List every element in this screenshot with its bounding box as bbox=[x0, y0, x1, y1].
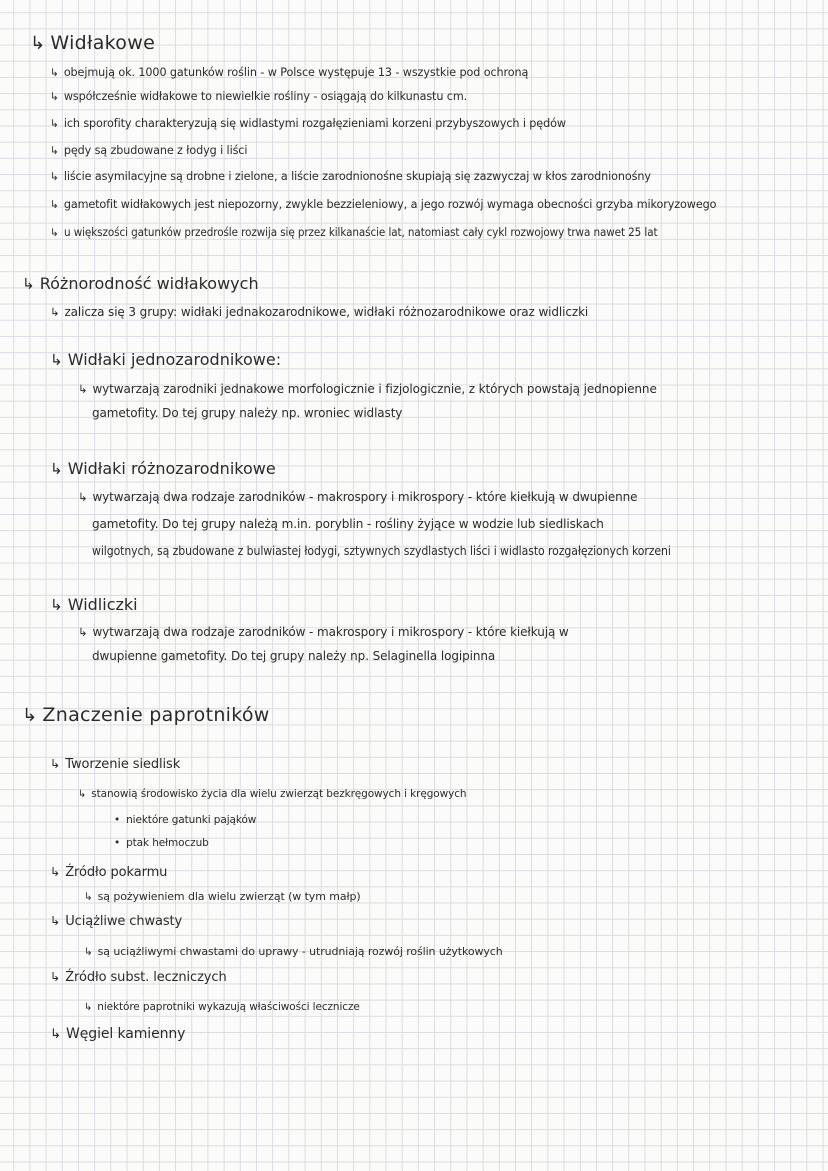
section-intro bbox=[50, 306, 588, 318]
group-text: wytwarzają zarodniki jednakowe morfologicznie i fizjologicznie, z których powstają jednopienne bbox=[92, 382, 657, 396]
group-heading bbox=[50, 461, 276, 477]
item-text: obejmują ok. 1000 gatunków roślin - w Polsce występuje 13 - wszystkie pod ochroną bbox=[63, 66, 529, 79]
section-heading-roznorodnosc bbox=[22, 276, 259, 292]
item-text: ich sporofity charakteryzują się widlastymi rozgałęzieniami korzeni przybyszowych i pędów bbox=[63, 117, 566, 130]
group-text: wilgotnych, są zbudowane z bulwiastej łodygi, sztywnych szydlastych liści i widlasto rozgałęzionych korzeni bbox=[92, 544, 671, 558]
arrow-icon: ↳ bbox=[50, 351, 63, 369]
arrow-icon: ↳ bbox=[30, 33, 46, 54]
group-text: wytwarzają dwa rodzaje zarodników - makrospory i mikrospory - które kiełkują w bbox=[92, 625, 569, 639]
arrow-icon: ↳ bbox=[84, 1002, 93, 1013]
group-text-line bbox=[92, 650, 495, 662]
arrow-icon: ↳ bbox=[22, 705, 38, 726]
group-text-line bbox=[78, 383, 657, 395]
bullet-item bbox=[114, 815, 256, 826]
group-title: Widłaki różnozarodnikowe bbox=[67, 459, 276, 478]
arrow-icon: ↳ bbox=[50, 1027, 62, 1042]
section-heading-widlakowe bbox=[30, 34, 155, 53]
section-title: Różnorodność widłakowych bbox=[39, 274, 259, 293]
group-text-line bbox=[92, 545, 728, 557]
arrow-icon: ↳ bbox=[50, 865, 61, 879]
topic-heading bbox=[50, 971, 227, 984]
topic-title: Węgiel kamienny bbox=[66, 1026, 186, 1042]
topic-detail bbox=[84, 946, 503, 957]
list-item bbox=[50, 91, 467, 103]
arrow-icon: ↳ bbox=[50, 226, 59, 239]
topic-heading bbox=[50, 758, 180, 771]
topic-title: Uciążliwe chwasty bbox=[65, 914, 183, 929]
group-title: Widłaki jednozarodnikowe: bbox=[67, 350, 282, 369]
group-text-line bbox=[92, 407, 402, 419]
arrow-icon: ↳ bbox=[50, 460, 63, 478]
group-text-line bbox=[78, 626, 569, 638]
arrow-icon: ↳ bbox=[78, 789, 87, 800]
topic-title: Tworzenie siedlisk bbox=[65, 757, 181, 772]
list-item bbox=[50, 67, 528, 79]
arrow-icon: ↳ bbox=[78, 625, 88, 639]
topic-title: Źródło subst. leczniczych bbox=[65, 970, 227, 985]
item-text: u większości gatunków przedrośle rozwija się przez kilkanaście lat, natomiast cały cykl rozwojowy trwa nawet 25 lat bbox=[63, 226, 658, 239]
arrow-icon: ↳ bbox=[78, 382, 88, 396]
group-heading bbox=[50, 352, 281, 368]
group-text-line bbox=[92, 518, 604, 530]
detail-text: są uciążliwymi chwastami do uprawy - utrudniają rozwój roślin użytkowych bbox=[97, 945, 503, 958]
arrow-icon: ↳ bbox=[50, 757, 61, 771]
bullet-item bbox=[114, 838, 209, 849]
arrow-icon: ↳ bbox=[84, 946, 93, 958]
arrow-icon: ↳ bbox=[50, 117, 59, 130]
list-item bbox=[50, 199, 716, 211]
detail-text: są pożywieniem dla wielu zwierząt (w tym małp) bbox=[97, 890, 361, 903]
topic-detail bbox=[78, 789, 466, 800]
topic-heading bbox=[50, 915, 182, 928]
group-heading bbox=[50, 597, 138, 613]
bullet-icon: • bbox=[114, 837, 121, 849]
group-text: dwupienne gametofity. Do tej grupy należy np. Selaginella logipinna bbox=[92, 649, 496, 663]
list-item bbox=[50, 227, 702, 239]
group-title: Widliczki bbox=[67, 595, 138, 614]
detail-text: stanowią środowisko życia dla wielu zwierząt bezkręgowych i kręgowych bbox=[91, 788, 467, 800]
arrow-icon: ↳ bbox=[50, 305, 60, 319]
item-text: pędy są zbudowane z łodyg i liści bbox=[63, 144, 248, 157]
section-heading-znaczenie bbox=[22, 706, 270, 725]
topic-detail bbox=[84, 1002, 360, 1013]
list-item bbox=[50, 145, 247, 157]
bullet-icon: • bbox=[114, 814, 121, 826]
list-item bbox=[50, 118, 566, 130]
item-text: liście asymilacyjne są drobne i zielone, a liście zarodnionośne skupiają się zazwyczaj w kłos zarodnionośny bbox=[63, 170, 651, 183]
topic-detail bbox=[84, 891, 361, 902]
arrow-icon: ↳ bbox=[50, 66, 59, 79]
topic-heading bbox=[50, 1027, 185, 1041]
group-text: gametofity. Do tej grupy należy np. wroniec widlasty bbox=[92, 406, 403, 420]
arrow-icon: ↳ bbox=[50, 970, 61, 984]
topic-title: Źródło pokarmu bbox=[65, 865, 168, 880]
list-item bbox=[50, 171, 651, 183]
arrow-icon: ↳ bbox=[22, 275, 35, 293]
arrow-icon: ↳ bbox=[84, 891, 93, 903]
bullet-text: niektóre gatunki pająków bbox=[126, 814, 257, 826]
intro-text: zalicza się 3 grupy: widłaki jednakozarodnikowe, widłaki różnozarodnikowe oraz widliczki bbox=[64, 305, 589, 319]
arrow-icon: ↳ bbox=[50, 90, 59, 103]
detail-text: niektóre paprotniki wykazują właściwości lecznicze bbox=[97, 1001, 360, 1013]
arrow-icon: ↳ bbox=[50, 198, 59, 211]
item-text: współcześnie widłakowe to niewielkie rośliny - osiągają do kilkunastu cm. bbox=[63, 90, 468, 103]
section-title: Znaczenie paprotników bbox=[42, 704, 270, 726]
arrow-icon: ↳ bbox=[50, 914, 61, 928]
group-text: wytwarzają dwa rodzaje zarodników - makrospory i mikrospory - które kiełkują w dwupienne bbox=[92, 490, 638, 504]
group-text: gametofity. Do tej grupy należą m.in. poryblin - rośliny żyjące w wodzie lub siedliskach bbox=[92, 517, 604, 531]
item-text: gametofit widłakowych jest niepozorny, zwykle bezzieleniowy, a jego rozwój wymaga obecności grzyba mikoryzowego bbox=[63, 198, 717, 211]
arrow-icon: ↳ bbox=[50, 596, 63, 614]
arrow-icon: ↳ bbox=[50, 144, 59, 157]
arrow-icon: ↳ bbox=[50, 170, 59, 183]
bullet-text: ptak hełmoczub bbox=[126, 837, 209, 849]
group-text-line bbox=[78, 491, 637, 503]
topic-heading bbox=[50, 866, 167, 879]
section-title: Widłakowe bbox=[50, 32, 156, 54]
arrow-icon: ↳ bbox=[78, 490, 88, 504]
